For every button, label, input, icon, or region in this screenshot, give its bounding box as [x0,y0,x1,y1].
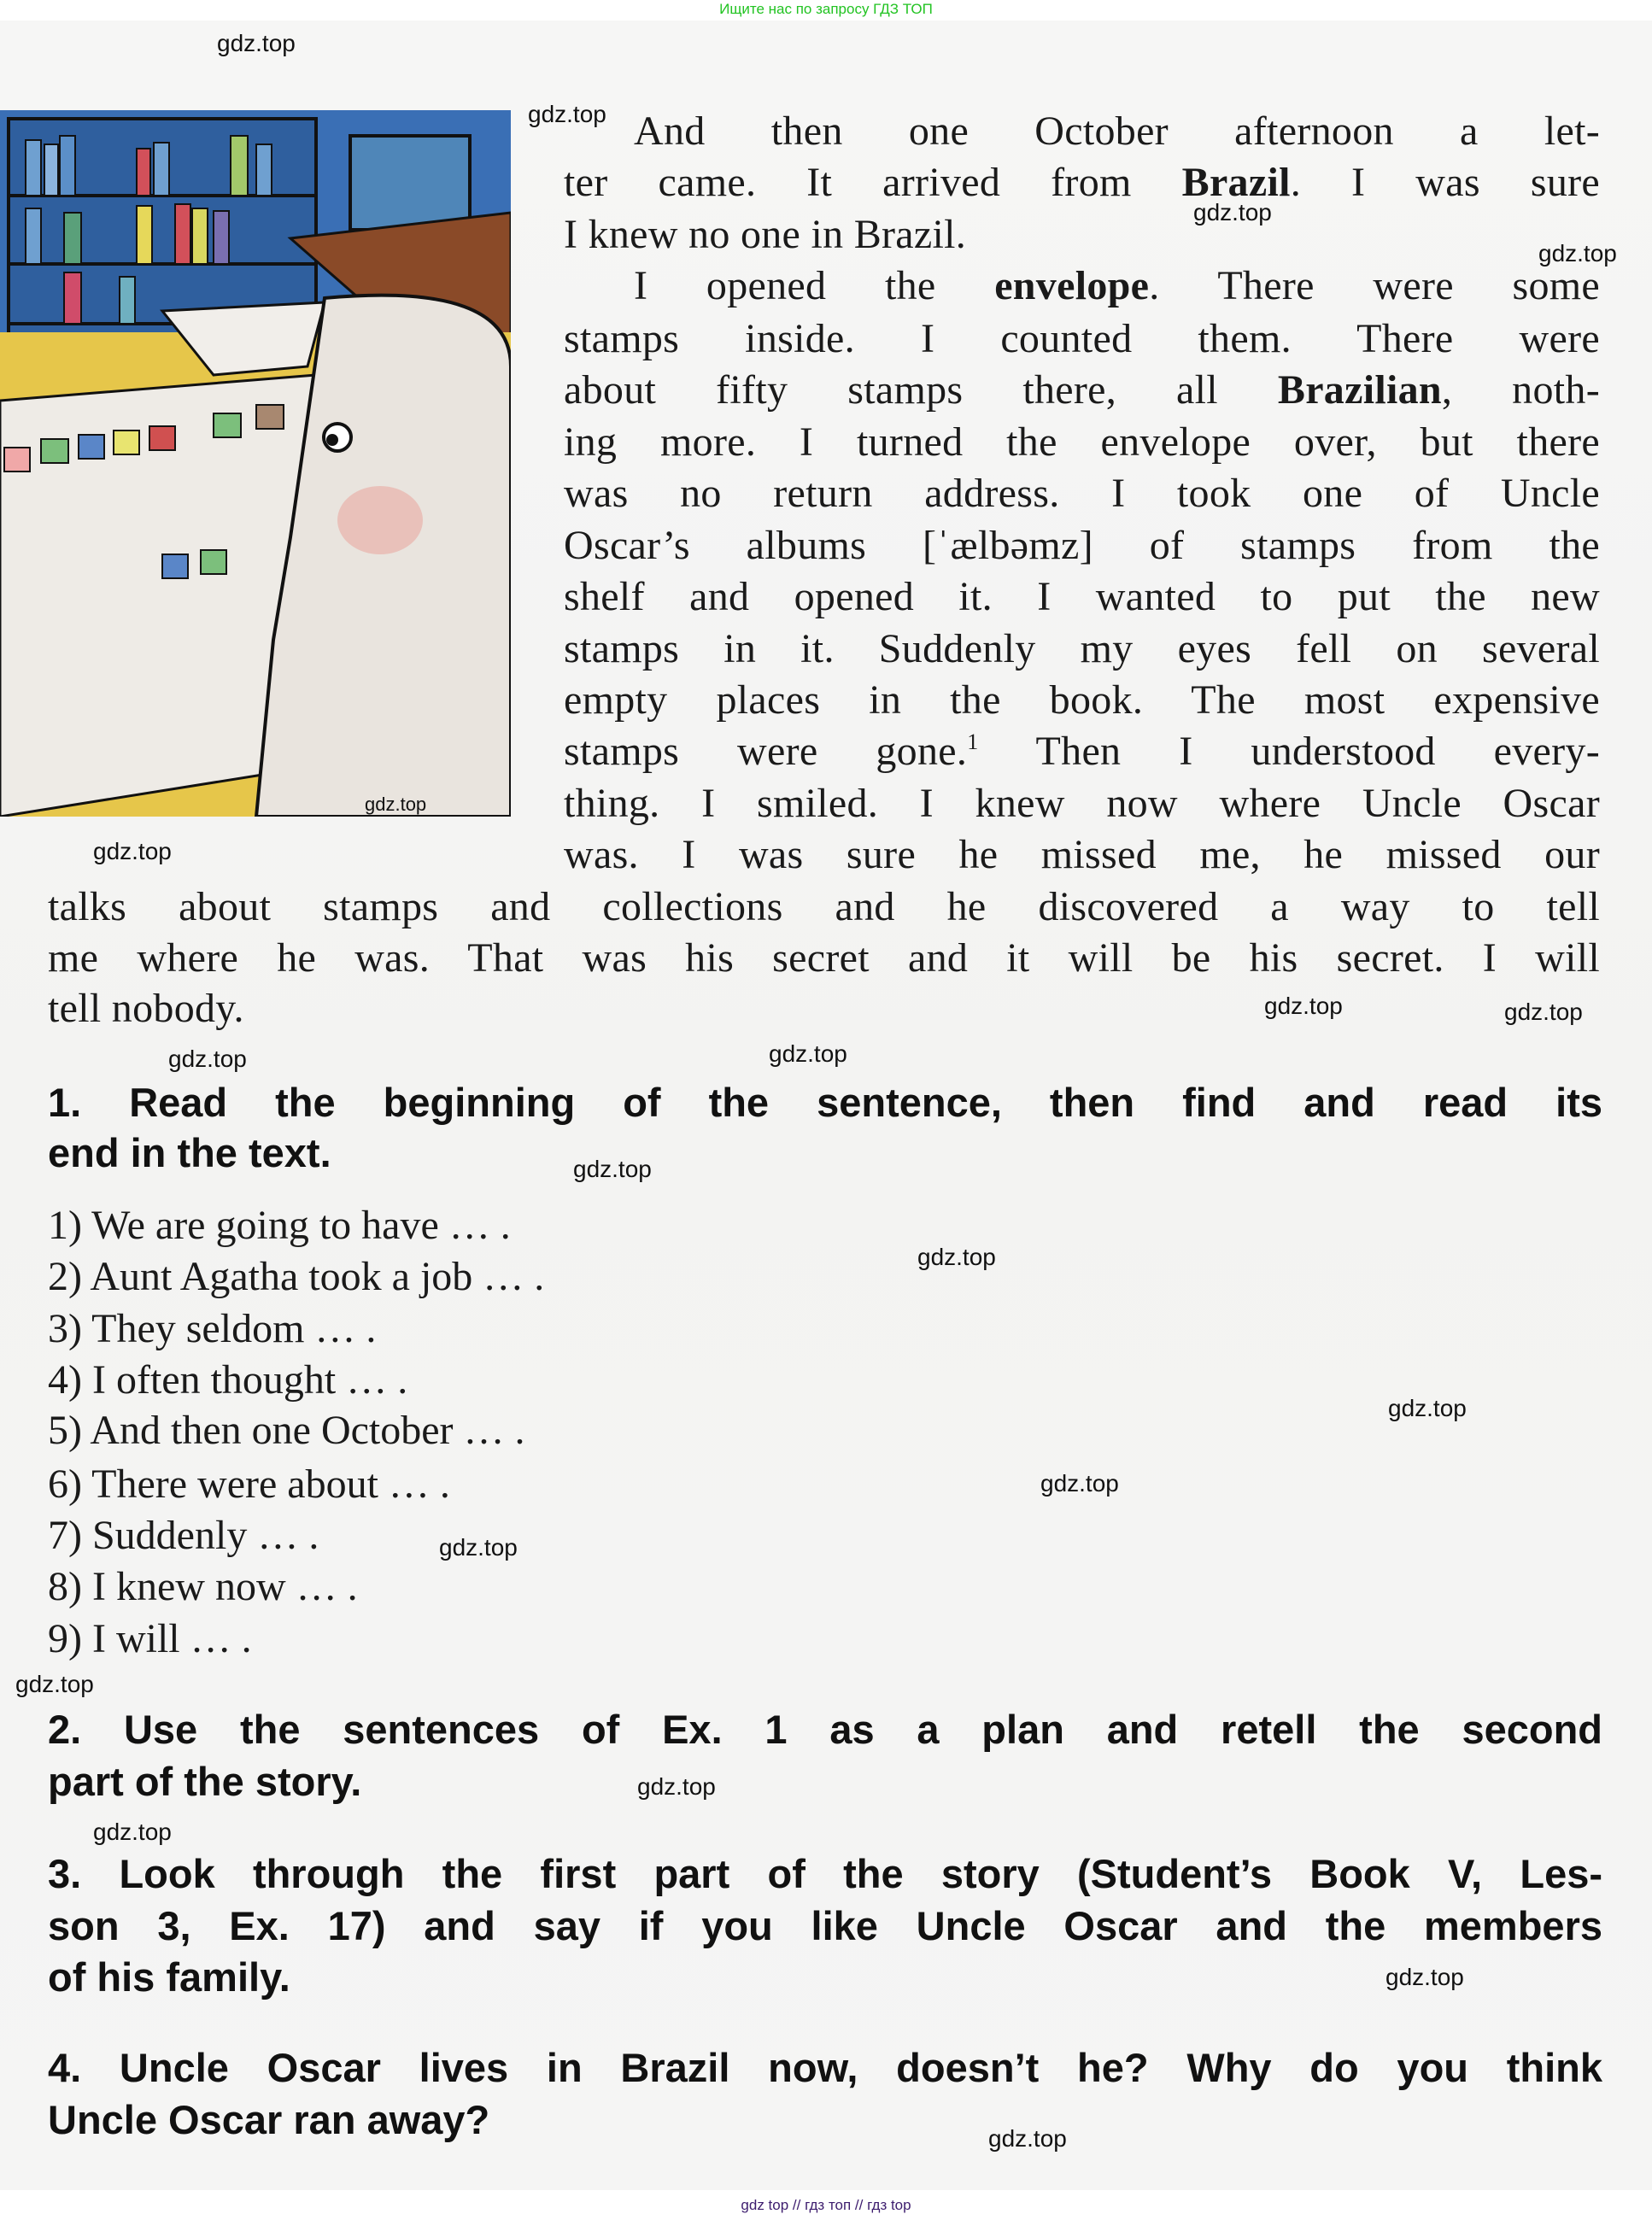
watermark-label: gdz.top [988,2125,1067,2152]
exercise-3-instruction: son 3, Ex. 17) and say if you like Uncle Oscar and the members [48,1903,1602,1948]
text-segment: tell nobody. [48,986,244,1031]
exercise-4-instruction: 4. Uncle Oscar lives in Brazil now, doesn’t he? Why do you think [48,2045,1602,2090]
text-segment: thing. I smiled. I knew now where Uncle Oscar [564,781,1600,826]
bold-word: envelope [994,263,1150,308]
watermark-label: gdz.top [439,1534,518,1561]
bold-word: Brazilian [1277,367,1442,413]
watermark-label: gdz.top [1264,993,1343,1019]
text-segment: was. I was sure he missed me, he missed our [564,832,1600,877]
text-segment: ing more. I turned the envelope over, but there [564,419,1600,465]
exercise-1-item: 8) I knew now … . [48,1564,358,1609]
text-segment: Then I understood every- [978,729,1600,774]
text-segment: I opened the [634,263,995,308]
text-segment: ter came. It arrived from [564,160,1182,205]
story-line [634,106,1600,157]
watermark-label: gdz.top [1388,1395,1467,1421]
exercise-1-item: 9) I will … . [48,1616,252,1661]
text-segment: stamps were gone. [564,729,968,774]
watermark-label: gdz.top [93,1819,172,1845]
text-segment: stamps inside. I counted them. There were [564,316,1600,361]
text-segment: I knew no one in Brazil. [564,212,967,257]
story-line [564,313,1600,365]
watermark-label: gdz.top [93,838,172,864]
search-banner: Ищите нас по запросу ГДЗ ТОП [0,0,1652,21]
text-segment: talks about stamps and collections and he discovered a way to tell [48,884,1600,929]
watermark-label: gdz.top [917,1244,996,1270]
text-segment: was no return address. I took one of Uncle [564,471,1600,516]
watermark-label: gdz.top [15,1671,94,1697]
story-line [564,209,1600,261]
watermark-label: gdz.top [1193,199,1272,226]
story-line [564,726,1600,777]
story-line [634,261,1600,312]
watermark-label: gdz.top [769,1040,847,1067]
exercise-1-item: 4) I often thought … . [48,1357,408,1403]
story-line [48,983,1600,1034]
exercise-1-instruction: end in the text. [48,1130,331,1175]
story-line [564,624,1600,675]
story-line [564,571,1600,623]
exercise-3-instruction: 3. Look through the first part of the story (Student’s Book V, Les- [48,1851,1602,1896]
story-line [564,468,1600,519]
watermark-label: gdz.top [573,1156,652,1182]
text-segment: shelf and opened it. I wanted to put the new [564,574,1600,619]
exercise-1-item: 3) They seldom … . [48,1306,377,1351]
story-line [564,417,1600,468]
exercise-1-item: 7) Suddenly … . [48,1513,319,1558]
story-line [48,882,1600,933]
story-line [564,675,1600,726]
exercise-1-item: 2) Aunt Agatha took a job … . [48,1254,545,1299]
exercise-1-item: 6) There were about … . [48,1461,450,1507]
footnote-mark: 1 [967,729,979,754]
story-line [564,829,1600,881]
exercise-4-instruction: Uncle Oscar ran away? [48,2097,490,2142]
exercise-1-item: 5) And then one October … . [48,1408,525,1453]
text-segment: Oscar’s albums [ˈælbəmz] of stamps from the [564,523,1600,568]
illustration-boy-with-stamp-album [0,110,511,817]
text-segment: me where he was. That was his secret and it will be his secret. I will [48,935,1600,981]
watermark-label: gdz.top [1538,240,1617,267]
text-segment: . I was sure [1290,160,1601,205]
text-segment: stamps in it. Suddenly my eyes fell on several [564,626,1600,671]
story-line [564,157,1600,208]
text-segment: . There were some [1149,263,1600,308]
watermark-label: gdz.top [1040,1470,1119,1497]
exercise-1-item: 1) We are going to have … . [48,1203,511,1248]
watermark-label: gdz.top [528,101,606,127]
exercise-2-instruction: part of the story. [48,1759,362,1804]
footer-links: gdz top // гдз топ // гдз top [0,2191,1652,2220]
text-segment: about fifty stamps there, all [564,367,1278,413]
watermark-label: gdz.top [1504,999,1583,1025]
watermark-label: gdz.top [1385,1964,1464,1990]
watermark-label: gdz.top [637,1773,716,1800]
story-line [564,365,1600,416]
bold-word: Brazil [1181,160,1291,205]
story-line [48,933,1600,984]
story-line [564,778,1600,829]
exercise-2-instruction: 2. Use the sentences of Ex. 1 as a plan and retell the second [48,1707,1602,1752]
exercise-1-instruction: 1. Read the beginning of the sentence, then find and read its [48,1080,1602,1125]
watermark-label: gdz.top [168,1046,247,1072]
text-segment: empty places in the book. The most expensive [564,677,1600,723]
watermark-in-image: gdz.top [365,794,427,815]
text-segment: , noth- [1441,367,1600,413]
watermark-label: gdz.top [217,30,296,56]
text-segment: And then one October afternoon a let- [634,108,1600,154]
exercise-3-instruction: of his family. [48,1954,290,2000]
story-line [564,520,1600,571]
